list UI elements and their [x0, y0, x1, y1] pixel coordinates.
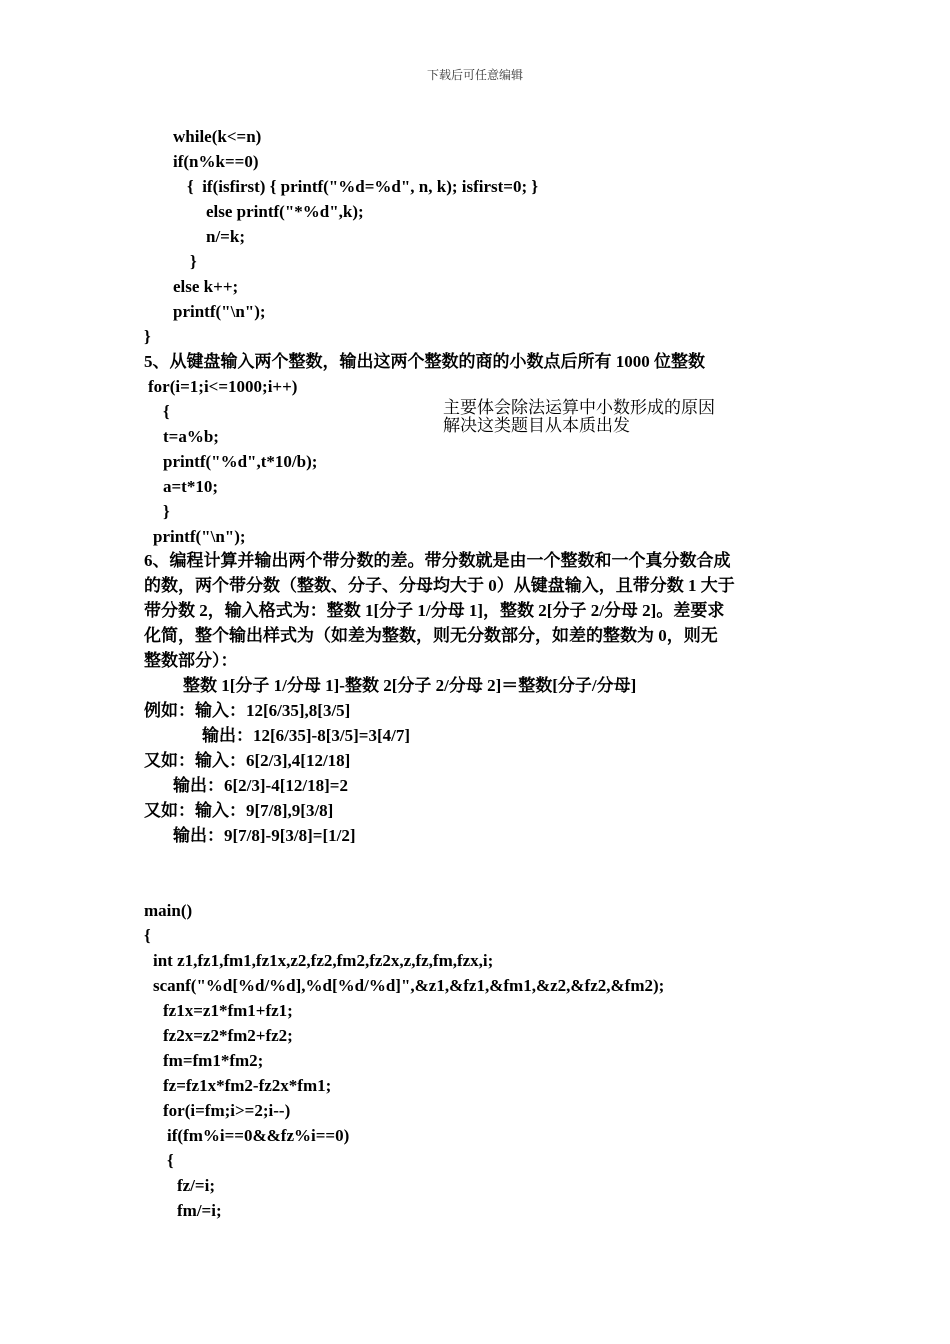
code-line: } — [144, 327, 151, 346]
code-line: fm=fm1*fm2; — [163, 1051, 264, 1070]
output-format: 整数 1[分子 1/分母 1]-整数 2[分子 2/分母 2]＝整数[分子/分母] — [183, 676, 637, 695]
code-line: { — [163, 402, 170, 421]
example-input: 又如：输入：6[2/3],4[12/18] — [144, 751, 351, 770]
question-5-title: 5、从键盘输入两个整数，输出这两个整数的商的小数点后所有 1000 位整数 — [144, 352, 705, 371]
side-note: 解决这类题目从本质出发 — [443, 416, 630, 435]
code-line: for(i=fm;i>=2;i--) — [163, 1101, 291, 1120]
example-output: 输出：9[7/8]-9[3/8]=[1/2] — [173, 826, 356, 845]
code-line: for(i=1;i<=1000;i++) — [148, 377, 298, 396]
question-6-text: 整数部分）： — [144, 651, 238, 670]
example-input: 又如：输入：9[7/8],9[3/8] — [144, 801, 334, 820]
side-note: 主要体会除法运算中小数形成的原因 — [443, 398, 715, 417]
code-line: int z1,fz1,fm1,fz1x,z2,fz2,fm2,fz2x,z,fz,fm,fzx,i; — [153, 951, 494, 970]
code-line: } — [163, 502, 170, 521]
question-6-text: 的数，两个带分数（整数、分子、分母均大于 0）从键盘输入，且带分数 1 大于 — [144, 576, 735, 595]
code-line: { if(isfirst) { printf("%d=%d", n, k); isfirst=0; } — [187, 177, 539, 196]
code-line: fm/=i; — [177, 1201, 222, 1220]
code-line: { — [167, 1151, 174, 1170]
code-line: while(k<=n) — [173, 127, 262, 146]
code-line: { — [144, 926, 151, 945]
example-input: 例如：输入：12[6/35],8[3/5] — [144, 701, 351, 720]
page-header: 下载后可任意编辑 — [426, 68, 523, 82]
example-output: 输出：6[2/3]-4[12/18]=2 — [173, 776, 348, 795]
code-line: } — [190, 252, 197, 271]
code-line: t=a%b; — [163, 427, 219, 446]
code-line: else printf("*%d",k); — [206, 202, 364, 221]
code-line: main() — [144, 901, 193, 920]
code-line: printf("%d",t*10/b); — [163, 452, 318, 471]
code-line: if(fm%i==0&&fz%i==0) — [167, 1126, 350, 1145]
code-line: scanf("%d[%d/%d],%d[%d/%d]",&z1,&fz1,&fm1,&z2,&fz2,&fm2); — [153, 976, 665, 995]
code-line: if(n%k==0) — [173, 152, 259, 171]
code-line: fz=fz1x*fm2-fz2x*fm1; — [163, 1076, 332, 1095]
question-6-text: 化简，整个输出样式为（如差为整数，则无分数部分，如差的整数为 0，则无 — [144, 626, 718, 645]
code-line: a=t*10; — [163, 477, 219, 496]
question-6-text: 带分数 2，输入格式为：整数 1[分子 1/分母 1]，整数 2[分子 2/分母 2]。差要求 — [144, 601, 725, 620]
code-line: fz1x=z1*fm1+fz1; — [163, 1001, 293, 1020]
example-output: 输出：12[6/35]-8[3/5]=3[4/7] — [202, 726, 410, 745]
code-line: fz/=i; — [177, 1176, 216, 1195]
code-line: fz2x=z2*fm2+fz2; — [163, 1026, 293, 1045]
code-line: printf("\n"); — [173, 302, 266, 321]
code-line: n/=k; — [206, 227, 245, 246]
code-line: else k++; — [173, 277, 239, 296]
code-line: printf("\n"); — [153, 527, 246, 546]
question-6-text: 6、编程计算并输出两个带分数的差。带分数就是由一个整数和一个真分数合成 — [144, 551, 731, 570]
